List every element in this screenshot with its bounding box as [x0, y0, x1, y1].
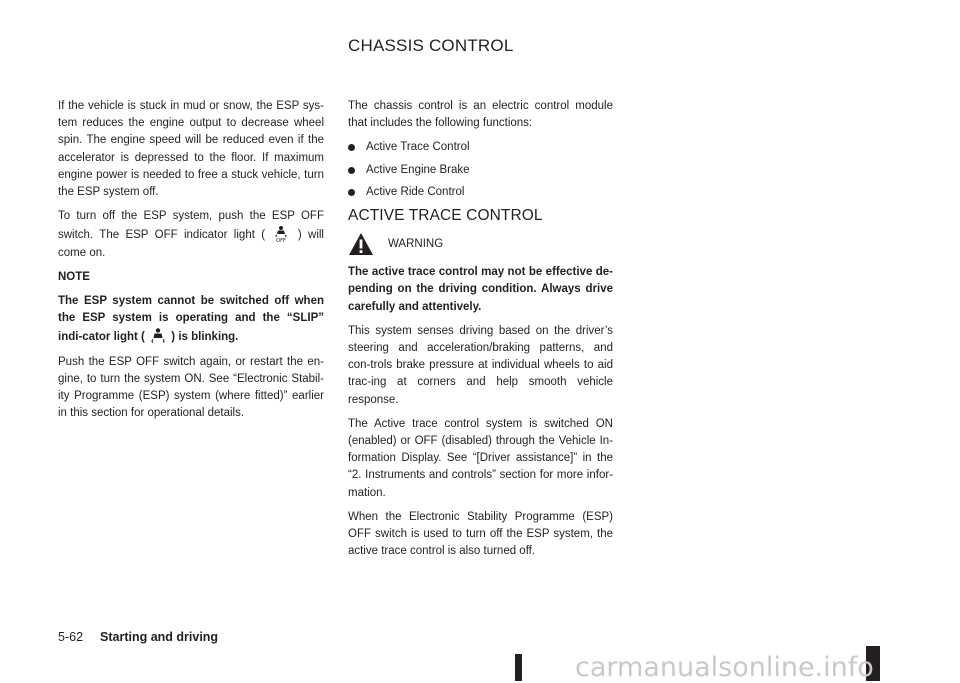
watermark: carmanualsonline.info — [575, 652, 874, 683]
list-item — [348, 162, 613, 179]
warning-text: The active trace control may not be effective de-pending on the driving condition. Always drive carefully and attentively. — [348, 266, 613, 313]
footer-section-title: Starting and driving — [100, 630, 219, 644]
paragraph-system-senses: This system senses driving based on the driver’s steering and acceleration/braking patterns, and con-trols brake pressure at individual wheels to aid trac-ing at corners and help smooth vehicle response. — [348, 324, 613, 406]
page-number: 5-62 — [58, 630, 84, 644]
bullet — [348, 167, 355, 174]
esp-off-text-before: To turn off the ESP system, push the ESP OFF switch. The ESP OFF indicator light ( — [58, 210, 324, 242]
bullet — [348, 189, 355, 196]
paragraph-esp-on: Push the ESP OFF switch again, or restart the en-gine, to turn the system ON. See “Electronic Stabil-ity Programme (ESP) system (where fitted)” earlier in this section for operational details. — [58, 355, 324, 420]
paragraph-stuck-vehicle: If the vehicle is stuck in mud or snow, the ESP sys-tem reduces the engine output to decrease wheel spin. The engine speed will be reduced even if the accelerator is depressed to the floor. If maximum engine power is needed to free a stuck vehicle, turn the ESP system off. — [58, 100, 324, 199]
paragraph-chassis-intro: The chassis control is an electric control module that includes the following functions: — [348, 100, 613, 130]
page-title: CHASSIS CONTROL — [348, 36, 514, 55]
note-text — [58, 293, 324, 347]
list-item-label: Active Engine Brake — [366, 163, 470, 176]
slip-indicator-icon — [150, 327, 166, 345]
warning-row — [348, 230, 613, 258]
warning-label: WARNING — [388, 237, 444, 250]
bullet — [348, 144, 355, 151]
list-item — [348, 139, 613, 156]
section-heading: ACTIVE TRACE CONTROL — [348, 207, 543, 225]
paragraph-esp-off — [58, 208, 324, 262]
paragraph-esp-off-trace: When the Electronic Stability Programme (ESP) OFF switch is used to turn off the ESP system, the active trace control is also turned off. — [348, 510, 613, 558]
function-list — [348, 139, 613, 201]
esp-off-text-after: ) will come on. — [58, 229, 324, 259]
list-item-label: Active Trace Control — [366, 141, 470, 154]
note-text-after: ) is blinking. — [171, 331, 239, 344]
esp-off-indicator-icon — [273, 225, 289, 243]
crop-bar — [515, 654, 522, 681]
paragraph-switch-on-off: The Active trace control system is switched ON (enabled) or OFF (disabled) through the Vehicle In-formation Display. See “[Driver assistance]” in the “2. Instruments and controls” section for more infor-mation. — [348, 417, 613, 499]
left-column — [58, 98, 324, 429]
right-column — [348, 98, 613, 567]
note-label: NOTE — [58, 270, 90, 283]
list-item — [348, 184, 613, 201]
warning-triangle-icon — [348, 232, 374, 256]
svg-text:OFF: OFF — [276, 238, 287, 244]
list-item-label: Active Ride Control — [366, 185, 465, 198]
note-text-before: The ESP system cannot be switched off when the ESP system is operating and the “SLIP” indi-cator light ( — [58, 295, 324, 344]
